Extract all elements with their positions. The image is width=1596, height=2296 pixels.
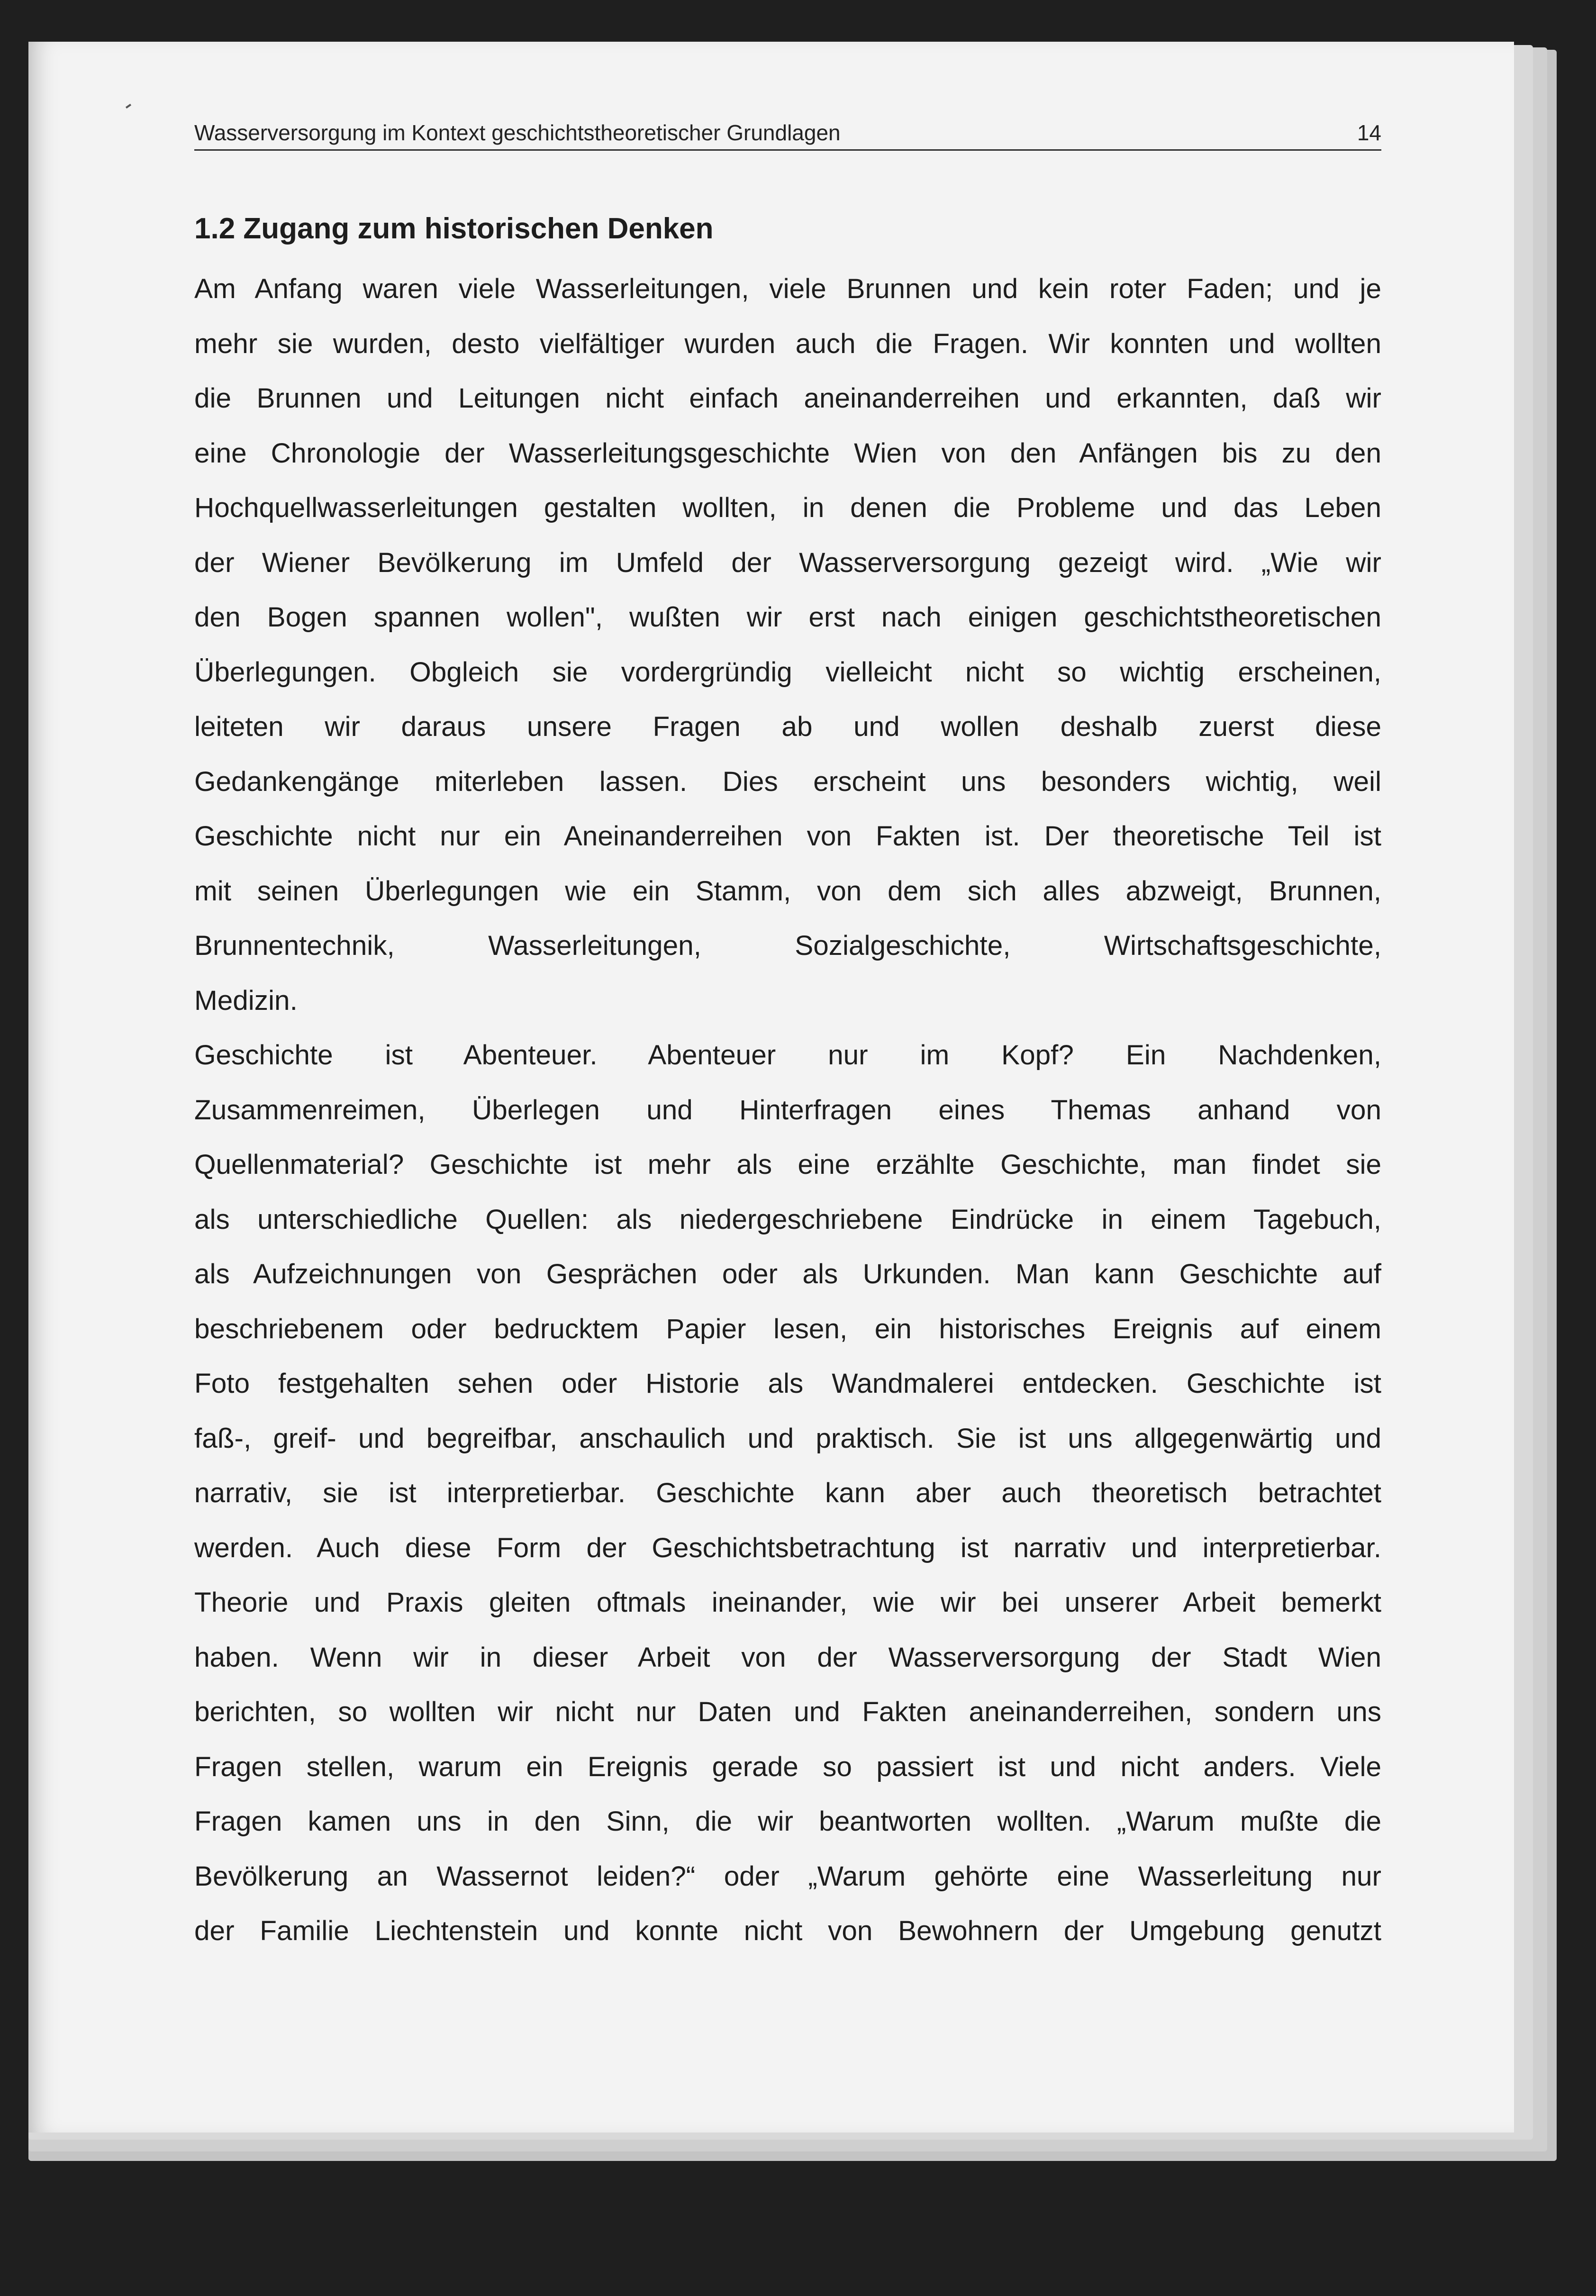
text-line: Geschichte ist Abenteuer. Abenteuer nur im Kopf? Ein Nachdenken, <box>194 1040 1381 1071</box>
text-line: leiteten wir daraus unsere Fragen ab und wollen deshalb zuerst diese <box>194 711 1381 742</box>
body-text <box>194 262 1381 1959</box>
text-line: Fragen kamen uns in den Sinn, die wir beantworten wollten. „Warum mußte die <box>194 1806 1381 1837</box>
text-line: Foto festgehalten sehen oder Historie als Wandmalerei entdecken. Geschichte ist <box>194 1368 1381 1399</box>
text-line: Quellenmaterial? Geschichte ist mehr als eine erzählte Geschichte, man findet sie <box>194 1149 1381 1180</box>
text-line: werden. Auch diese Form der Geschichtsbetrachtung ist narrativ und interpretierbar. <box>194 1532 1381 1563</box>
text-line: Medizin. <box>194 985 298 1016</box>
text-line: beschriebenem oder bedrucktem Papier lesen, ein historisches Ereignis auf einem <box>194 1313 1381 1344</box>
text-line: berichten, so wollten wir nicht nur Daten und Fakten aneinanderreihen, sondern uns <box>194 1697 1381 1727</box>
text-line: der Familie Liechtenstein und konnte nicht von Bewohnern der Umgebung genutzt <box>194 1915 1381 1946</box>
text-line: Hochquellwasserleitungen gestalten wollten, in denen die Probleme und das Leben <box>194 492 1381 523</box>
text-line: Geschichte nicht nur ein Aneinanderreihen von Fakten ist. Der theoretische Teil ist <box>194 821 1381 852</box>
text-line: als unterschiedliche Quellen: als niedergeschriebene Eindrücke in einem Tagebuch, <box>194 1204 1381 1235</box>
text-line: den Bogen spannen wollen", wußten wir erst nach einigen geschichtstheoretischen <box>194 602 1381 633</box>
text-line: mit seinen Überlegungen wie ein Stamm, von dem sich alles abzweigt, Brunnen, <box>194 875 1381 907</box>
text-line: Brunnentechnik, Wasserleitungen, Sozialgeschichte, Wirtschaftsgeschichte, <box>194 930 1381 961</box>
text-line: der Wiener Bevölkerung im Umfeld der Wasserversorgung gezeigt wird. „Wie wir <box>194 547 1381 578</box>
text-line: als Aufzeichnungen von Gesprächen oder als Urkunden. Man kann Geschichte auf <box>194 1259 1381 1289</box>
running-header <box>194 116 1381 151</box>
text-line: Theorie und Praxis gleiten oftmals ineinander, wie wir bei unserer Arbeit bemerkt <box>194 1587 1381 1618</box>
text-line: Zusammenreimen, Überlegen und Hinterfragen eines Themas anhand von <box>194 1094 1381 1125</box>
text-line: narrativ, sie ist interpretierbar. Geschichte kann aber auch theoretisch betrachtet <box>194 1478 1381 1508</box>
text-line: Gedankengänge miterleben lassen. Dies erscheint uns besonders wichtig, weil <box>194 766 1381 797</box>
text-line: haben. Wenn wir in dieser Arbeit von der Wasserversorgung der Stadt Wien <box>194 1642 1381 1673</box>
text-line: Am Anfang waren viele Wasserleitungen, viele Brunnen und kein roter Faden; und je <box>194 273 1381 304</box>
section-heading: 1.2 Zugang zum historischen Denken <box>194 212 714 245</box>
text-line: faß-, greif- und begreifbar, anschaulich und praktisch. Sie ist uns allgegenwärtig und <box>194 1423 1381 1454</box>
text-line: mehr sie wurden, desto vielfältiger wurden auch die Fragen. Wir konnten und wollten <box>194 328 1381 359</box>
text-line: Bevölkerung an Wassernot leiden?“ oder „Warum gehörte eine Wasserleitung nur <box>194 1860 1381 1892</box>
text-line: eine Chronologie der Wasserleitungsgeschichte Wien von den Anfängen bis zu den <box>194 437 1381 469</box>
header-title: Wasserversorgung im Kontext geschichtstheoretischer Grundlagen <box>194 120 841 145</box>
page-number: 14 <box>1357 120 1381 145</box>
text-line: Überlegungen. Obgleich sie vordergründig vielleicht nicht so wichtig erscheinen, <box>194 656 1381 688</box>
text-line: die Brunnen und Leitungen nicht einfach aneinanderreihen und erkannten, daß wir <box>194 383 1381 414</box>
text-line: Fragen stellen, warum ein Ereignis gerade so passiert ist und nicht anders. Viele <box>194 1751 1381 1782</box>
